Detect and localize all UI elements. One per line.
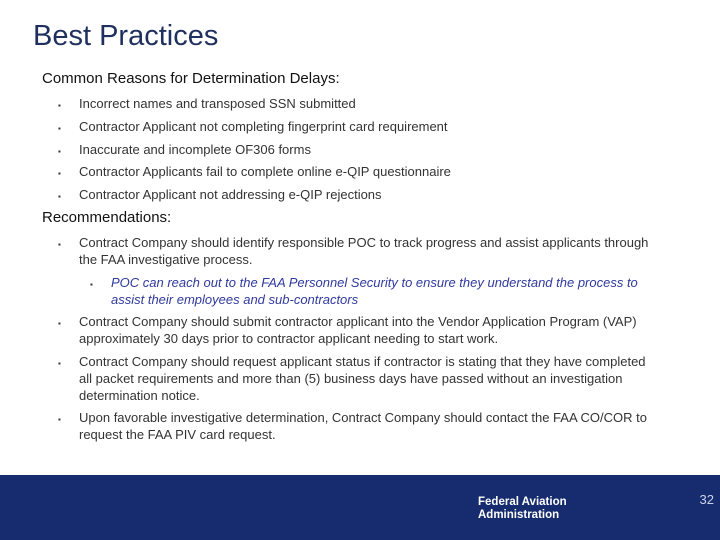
bullet-icon: ▪ xyxy=(58,101,61,110)
bullet-icon: ▪ xyxy=(58,169,61,178)
list-item xyxy=(58,234,658,268)
list-item xyxy=(58,409,658,443)
sub-list-item-text: POC can reach out to the FAA Personnel Security to ensure they understand the process to assist their employees and sub-contractors xyxy=(111,275,638,307)
list-item-text: Contractor Applicants fail to complete online e-QIP questionnaire xyxy=(79,164,451,179)
list-item-text: Contract Company should request applicant status if contractor is stating that they have completed all packet requirements and more than (5) business days have passed without an investigation determination notice. xyxy=(79,354,646,403)
list-item-text: Contractor Applicant not addressing e-QIP rejections xyxy=(79,187,382,202)
sub-list-item xyxy=(90,274,640,308)
list-item xyxy=(58,186,678,203)
section-heading-recommendations: Recommendations: xyxy=(42,209,172,226)
list-item-text: Incorrect names and transposed SSN submitted xyxy=(79,96,356,111)
bullet-icon: ▪ xyxy=(58,240,61,249)
list-item xyxy=(58,353,658,404)
page-number: 32 xyxy=(699,492,714,507)
bullet-icon: ▪ xyxy=(58,359,61,368)
list-item-text: Contract Company should submit contractor applicant into the Vendor Application Program (VAP) approximately 30 days prior to contractor applicant needing to start work. xyxy=(79,314,637,346)
bullet-icon: ▪ xyxy=(58,319,61,328)
bullet-icon: ▪ xyxy=(58,192,61,201)
agency-name-line1: Federal Aviation xyxy=(478,496,567,508)
section-heading-delays: Common Reasons for Determination Delays: xyxy=(42,70,340,87)
bullet-icon: ▪ xyxy=(58,147,61,156)
list-item-text: Contractor Applicant not completing fingerprint card requirement xyxy=(79,119,448,134)
footer-bar xyxy=(0,475,720,540)
list-item xyxy=(58,118,678,135)
bullet-icon: ▪ xyxy=(58,124,61,133)
list-item-text: Upon favorable investigative determination, Contract Company should contact the FAA CO/COR to request the FAA PIV card request. xyxy=(79,410,647,442)
list-item-text: Contract Company should identify responsible POC to track progress and assist applicants through the FAA investigative process. xyxy=(79,235,649,267)
list-item xyxy=(58,141,678,158)
agency-name-line2: Administration xyxy=(478,509,560,521)
agency-name xyxy=(478,496,598,522)
bullet-icon: ▪ xyxy=(58,415,61,424)
list-item xyxy=(58,163,678,180)
slide-title: Best Practices xyxy=(33,20,219,52)
list-item xyxy=(58,95,678,112)
bullet-icon: ▪ xyxy=(90,280,93,289)
list-item-text: Inaccurate and incomplete OF306 forms xyxy=(79,142,311,157)
list-item xyxy=(58,313,658,347)
